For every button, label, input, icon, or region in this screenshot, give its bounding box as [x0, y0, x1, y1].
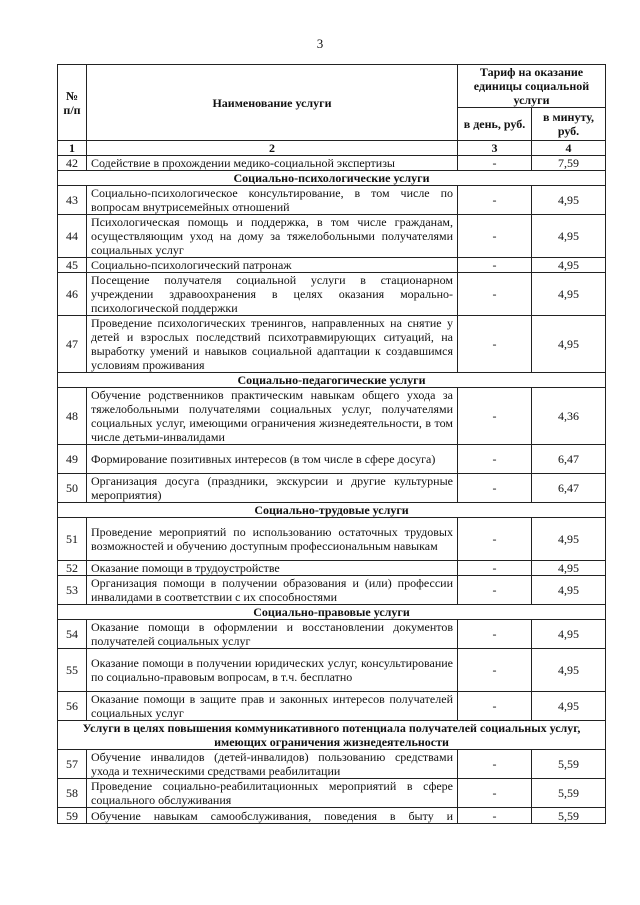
tariff-per-day: - [458, 561, 532, 576]
table-row [58, 258, 606, 273]
tariff-per-day: - [458, 692, 532, 721]
row-number: 45 [58, 258, 87, 273]
row-number: 57 [58, 750, 87, 779]
tariff-per-minute: 7,59 [532, 156, 606, 171]
tariff-per-day: - [458, 649, 532, 692]
row-number: 59 [58, 808, 87, 824]
service-name: Психологическая помощь и поддержка, в том числе гражданам, осуществляющим уход на дому за тяжелобольными получателями социальных услуг [87, 215, 458, 258]
tariff-table-body [58, 156, 606, 824]
tariff-per-minute: 6,47 [532, 474, 606, 503]
tariff-per-day: - [458, 576, 532, 605]
tariff-per-minute: 4,95 [532, 215, 606, 258]
section-row [58, 373, 606, 388]
tariff-per-minute: 5,59 [532, 750, 606, 779]
service-name: Социально-психологический патронаж [87, 258, 458, 273]
tariff-per-day: - [458, 316, 532, 373]
row-number: 53 [58, 576, 87, 605]
tariff-per-day: - [458, 620, 532, 649]
service-name: Организация помощи в получении образования и (или) профессии инвалидами в соответствии с их способностями [87, 576, 458, 605]
header-per-minute: в минуту, руб. [532, 108, 606, 141]
row-number: 46 [58, 273, 87, 316]
table-row [58, 561, 606, 576]
service-name: Содействие в прохождении медико-социальной экспертизы [87, 156, 458, 171]
table-row [58, 273, 606, 316]
tariff-per-day: - [458, 750, 532, 779]
tariff-per-day: - [458, 273, 532, 316]
tariff-per-minute: 5,59 [532, 808, 606, 824]
service-name: Обучение навыкам самообслуживания, поведения в быту и [87, 808, 458, 824]
service-name: Оказание помощи в трудоустройстве [87, 561, 458, 576]
section-row [58, 171, 606, 186]
index-cell: 4 [532, 141, 606, 156]
row-number: 54 [58, 620, 87, 649]
service-name: Оказание помощи в получении юридических услуг, консультирование по социально-правовым вопросам, в т.ч. бесплатно [87, 649, 458, 692]
table-row [58, 649, 606, 692]
tariff-per-day: - [458, 156, 532, 171]
table-row [58, 576, 606, 605]
service-name: Проведение психологических тренингов, направленных на снятие у детей и взрослых последствий психотравмирующих ситуаций, на выработку умений и навыков социальной адаптации к создавшимся условиям проживания [87, 316, 458, 373]
tariff-per-minute: 4,95 [532, 576, 606, 605]
table-row [58, 215, 606, 258]
index-row [58, 141, 606, 156]
tariff-per-minute: 4,95 [532, 518, 606, 561]
row-number: 44 [58, 215, 87, 258]
service-name: Обучение инвалидов (детей-инвалидов) пользованию средствами ухода и техническими средствами реабилитации [87, 750, 458, 779]
table-row [58, 779, 606, 808]
tariff-per-minute: 4,36 [532, 388, 606, 445]
table-row [58, 445, 606, 474]
tariff-per-minute: 4,95 [532, 649, 606, 692]
tariff-per-minute: 4,95 [532, 186, 606, 215]
table-row [58, 316, 606, 373]
header-num: № п/п [58, 65, 87, 141]
index-cell: 1 [58, 141, 87, 156]
row-number: 52 [58, 561, 87, 576]
table-row [58, 474, 606, 503]
row-number: 50 [58, 474, 87, 503]
header-tariff: Тариф на оказание единицы социальной услуги [458, 65, 606, 108]
table-row [58, 620, 606, 649]
section-row [58, 721, 606, 750]
index-cell: 2 [87, 141, 458, 156]
tariff-per-minute: 4,95 [532, 561, 606, 576]
header-row [58, 65, 606, 108]
tariff-table [57, 64, 606, 824]
section-row [58, 503, 606, 518]
section-title: Социально-трудовые услуги [58, 503, 606, 518]
tariff-per-minute: 4,95 [532, 692, 606, 721]
table-row [58, 156, 606, 171]
tariff-per-day: - [458, 518, 532, 561]
service-name: Посещение получателя социальной услуги в стационарном учреждении здравоохранения в целях оказания морально-психологической поддержки [87, 273, 458, 316]
service-name: Проведение мероприятий по использованию остаточных трудовых возможностей и обучению доступным профессиональным навыкам [87, 518, 458, 561]
service-name: Оказание помощи в оформлении и восстановлении документов получателей социальных услуг [87, 620, 458, 649]
table-row [58, 692, 606, 721]
tariff-per-day: - [458, 445, 532, 474]
service-name: Организация досуга (праздники, экскурсии и другие культурные мероприятия) [87, 474, 458, 503]
row-number: 56 [58, 692, 87, 721]
section-title: Услуги в целях повышения коммуникативного потенциала получателей социальных услуг, имеющих ограничения жизнедеятельности [58, 721, 606, 750]
row-number: 43 [58, 186, 87, 215]
tariff-per-day: - [458, 215, 532, 258]
header-per-day: в день, руб. [458, 108, 532, 141]
index-cell: 3 [458, 141, 532, 156]
tariff-per-minute: 4,95 [532, 258, 606, 273]
tariff-per-day: - [458, 474, 532, 503]
tariff-per-day: - [458, 388, 532, 445]
page-number: 3 [316, 36, 324, 51]
tariff-per-minute: 4,95 [532, 620, 606, 649]
table-row [58, 388, 606, 445]
row-number: 49 [58, 445, 87, 474]
tariff-per-minute: 6,47 [532, 445, 606, 474]
row-number: 55 [58, 649, 87, 692]
table-row [58, 186, 606, 215]
service-name: Проведение социально-реабилитационных мероприятий в сфере социального обслуживания [87, 779, 458, 808]
tariff-per-minute: 5,59 [532, 779, 606, 808]
row-number: 47 [58, 316, 87, 373]
section-row [58, 605, 606, 620]
tariff-per-day: - [458, 779, 532, 808]
service-name: Социально-психологическое консультирование, в том числе по вопросам внутрисемейных отношений [87, 186, 458, 215]
service-name: Оказание помощи в защите прав и законных интересов получателей социальных услуг [87, 692, 458, 721]
table-row [58, 518, 606, 561]
section-title: Социально-психологические услуги [58, 171, 606, 186]
row-number: 58 [58, 779, 87, 808]
section-title: Социально-педагогические услуги [58, 373, 606, 388]
tariff-per-minute: 4,95 [532, 273, 606, 316]
service-name: Обучение родственников практическим навыкам общего ухода за тяжелобольными получателями социальных услуг, получателями социальных услуг, имеющими ограничения жизнедеятельности, в том числе детьми-инвалидами [87, 388, 458, 445]
section-title: Социально-правовые услуги [58, 605, 606, 620]
header-name: Наименование услуги [87, 65, 458, 141]
row-number: 48 [58, 388, 87, 445]
row-number: 42 [58, 156, 87, 171]
table-row [58, 750, 606, 779]
tariff-per-day: - [458, 808, 532, 824]
row-number: 51 [58, 518, 87, 561]
tariff-per-day: - [458, 186, 532, 215]
tariff-per-day: - [458, 258, 532, 273]
tariff-per-minute: 4,95 [532, 316, 606, 373]
table-row [58, 808, 606, 824]
service-name: Формирование позитивных интересов (в том числе в сфере досуга) [87, 445, 458, 474]
